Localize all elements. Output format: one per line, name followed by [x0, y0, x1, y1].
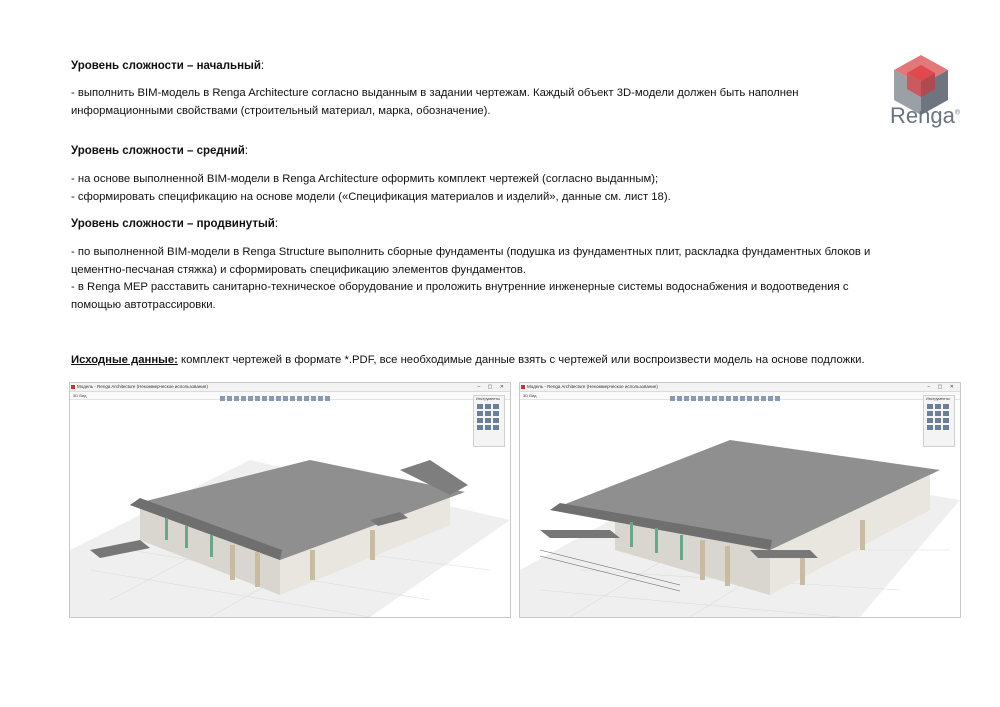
source-data-line	[71, 354, 865, 366]
window-title: Модель - Renga Architecture (Некоммерческое использование)	[527, 384, 658, 389]
body-line: - по выполненной BIM-модели в Renga Structure выполнить сборные фундаменты (подушка из фундаментных плит, раскладка фундаментных блоков и	[71, 246, 871, 258]
section-body-advanced	[71, 244, 931, 314]
renga-window-screenshot-1	[69, 382, 511, 618]
heading-text: Уровень сложности – продвинутый	[71, 218, 275, 230]
section-body-intermediate	[71, 171, 931, 206]
app-icon	[71, 385, 75, 389]
renga-logo-text	[890, 103, 960, 129]
body-line: - в Renga MEP расставить санитарно-техническое оборудование и проложить внутренние инженерные системы водоснабжения и водоотведения с	[71, 281, 849, 293]
tools-panel-title: Инструменты	[926, 397, 950, 401]
app-icon	[521, 385, 525, 389]
heading-text: Уровень сложности – начальный	[71, 60, 261, 72]
section-heading-advanced	[71, 218, 278, 230]
heading-colon: :	[244, 145, 248, 157]
body-line: - сформировать спецификацию на основе модели («Спецификация материалов и изделий», данные см. лист 18).	[71, 190, 671, 203]
section-heading-beginner	[71, 60, 264, 72]
building-3d-view-2	[520, 400, 960, 617]
window-title: Модель - Renga Architecture (Некоммерческое использование)	[77, 384, 208, 389]
window-titlebar	[520, 383, 960, 392]
window-controls: – ▢ ✕	[477, 384, 507, 390]
body-line: цементно-песчаная стяжка) и сформировать спецификацию элементов фундаментов.	[71, 263, 526, 276]
section-heading-intermediate	[71, 145, 248, 157]
logo-wordmark: Renga	[890, 103, 955, 128]
window-titlebar	[70, 383, 510, 392]
tools-panel-title: Инструменты	[476, 397, 500, 401]
view-tab: 3D Вид	[70, 392, 510, 400]
source-data-text: комплект чертежей в формате *.PDF, все необходимые данные взять с чертежей или воспроизвести модель на основе подложки.	[177, 354, 865, 366]
heading-colon: :	[274, 218, 279, 230]
building-3d-view-1	[70, 400, 510, 617]
heading-colon: :	[260, 60, 265, 72]
body-line: помощью автотрассировки.	[71, 298, 216, 311]
view-tab: 3D Вид	[520, 392, 960, 400]
source-data-label: Исходные данные:	[71, 354, 178, 366]
heading-text: Уровень сложности – средний	[71, 145, 245, 157]
body-line: - на основе выполненной BIM-модели в Renga Architecture оформить комплект чертежей (согласно выданным);	[71, 173, 659, 185]
body-line: информационными свойствами (строительный материал, марка, обозначение).	[71, 104, 491, 117]
renga-window-screenshot-2	[519, 382, 961, 618]
logo-registered-mark: ®	[954, 109, 961, 117]
body-line: - выполнить BIM-модель в Renga Architecture согласно выданным в задании чертежам. Каждый объект 3D-модели должен быть наполнен	[71, 87, 799, 99]
section-body-beginner	[71, 85, 931, 120]
window-controls: – ▢ ✕	[927, 384, 957, 390]
